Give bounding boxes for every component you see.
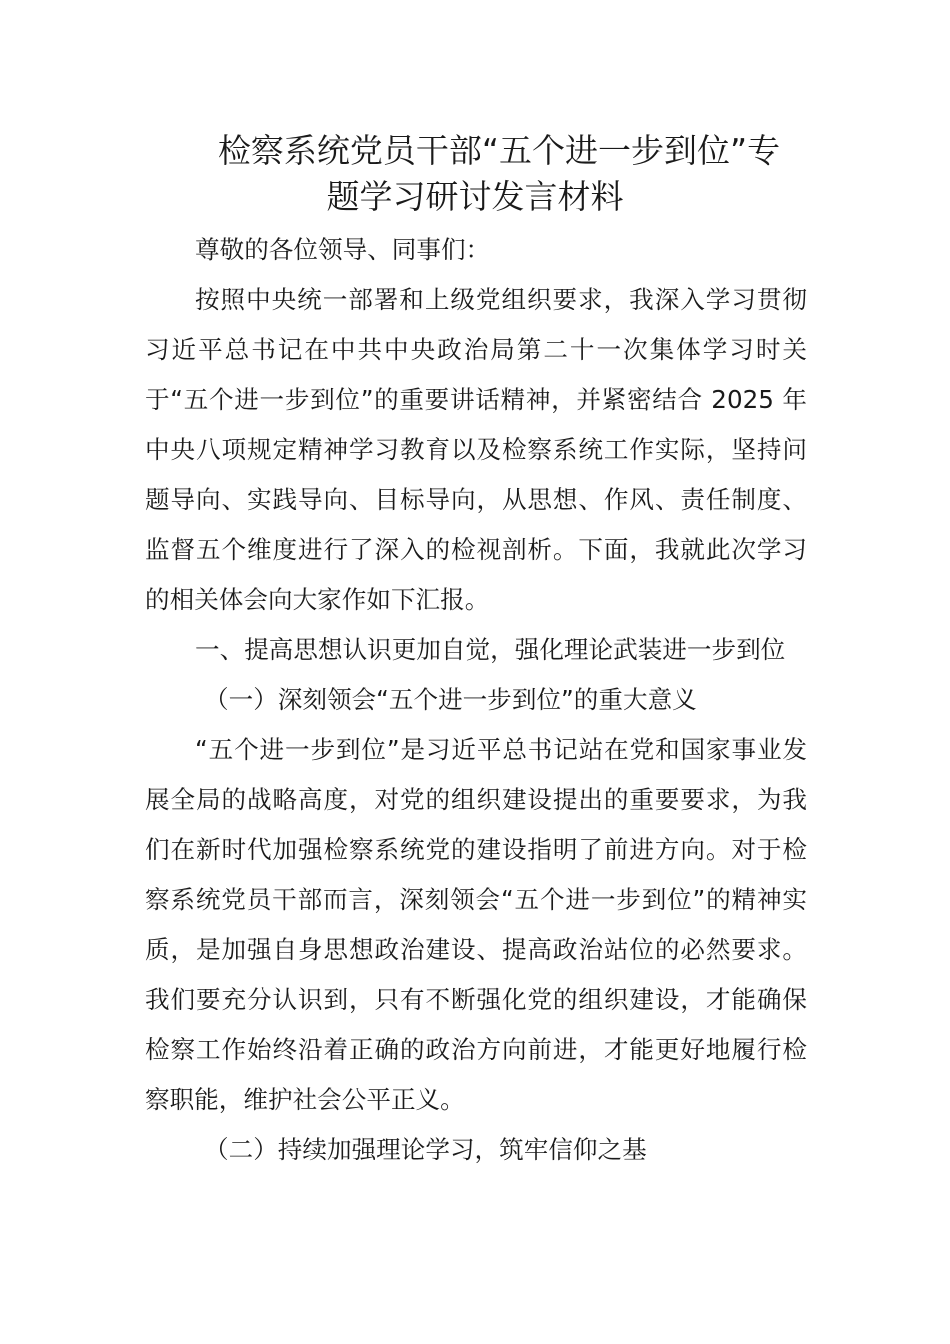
body-paragraph: “五个进一步到位”是习近平总书记站在党和国家事业发展全局的战略高度，对党的组织建设提出的重要要求，为我们在新时代加强检察系统党的建设指明了前进方向。对于检察系统党员干部而言，深刻领会“五个进一步到位”的精神实质，是加强自身思想政治建设、提高政治站位的必然要求。我们要充分认识到，只有不断强化党的组织建设，才能确保检察工作始终沿着正确的政治方向前进，才能更好地履行检察职能，维护社会公平正义。 (145, 735, 807, 1114)
document-body (145, 225, 807, 1175)
document-title (145, 128, 805, 220)
title-line-2: 题学习研讨发言材料 (326, 177, 624, 216)
section-heading-1: 一、提高思想认识更加自觉，强化理论武装进一步到位 (195, 635, 786, 664)
subsection-heading-1: （一）深刻领会“五个进一步到位”的重大意义 (204, 685, 697, 714)
title-line-1: 检察系统党员干部“五个进一步到位”专 (217, 131, 781, 170)
intro-paragraph: 按照中央统一部署和上级党组织要求，我深入学习贯彻习近平总书记在中共中央政治局第二十一次集体学习时关于“五个进一步到位”的重要讲话精神，并紧密结合 2025 年中央八项规定精神学习教育以及检察系统工作实际，坚持问题导向、实践导向、目标导向，从思想、作风、责任制度、监督五个维度进行了深入的检视剖析。下面，我就此次学习的相关体会向大家作如下汇报。 (145, 285, 807, 614)
subsection-heading-2: （二）持续加强理论学习，筑牢信仰之基 (204, 1135, 647, 1164)
greeting: 尊敬的各位领导、同事们： (195, 235, 491, 264)
